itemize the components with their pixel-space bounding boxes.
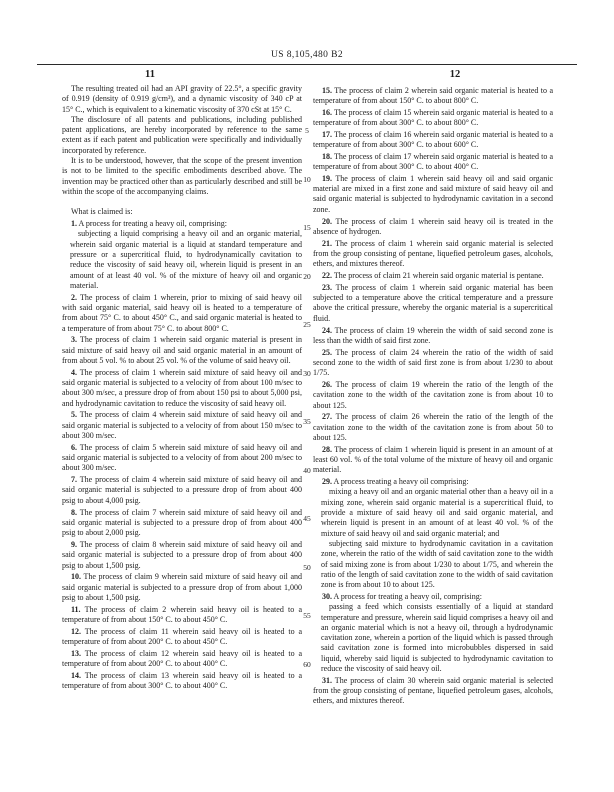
claim-number: 27. [322,412,332,422]
claim-number: 4. [71,367,77,377]
claim-text: 19. The process of claim 1 wherein said heavy oil and said organic material are mixed in a first zone and said mixture of said heavy oil and said organic material is subjected to hydrodynamic cavitation in a second zone. [313,173,553,214]
claim-text: 13. The process of claim 12 wherein said heavy oil is heated to a temperature of from about 200° C. to about 400° C. [62,648,302,669]
claim-text: 1. A process for treating a heavy oil, comprising: [71,219,227,229]
claim-number: 23. [322,282,332,292]
intro-paragraph: It is to be understood, however, that the scope of the present invention is not to be limited to the specific embodiments described above. The invention may be practiced other than as particularly described and still be within the scope of the accompanying claims. [62,156,302,196]
gutter-line-number: 40 [303,465,311,475]
claim-number: 26. [322,380,332,390]
gutter-line-number: 10 [303,174,311,184]
claim-text: 28. The process of claim 1 wherein liquid is present in an amount of at least 60 vol. % of the total volume of the mixture of heavy oil and organic material. [313,444,553,475]
claim-number: 24. [322,325,332,335]
gutter-line-number: 5 [305,126,309,135]
claim-number: 5. [71,410,77,420]
claim-text: 16. The process of claim 15 wherein said organic material is heated to a temperature of from about 300° C. to about 800° C. [313,107,553,127]
intro-paragraph: The resulting treated oil had an API gravity of 22.5°, a specific gravity of 0.919 (density of 0.919 g/cm³), and a dynamic viscosity of 340 cP at 15° C., which is equivalent to a kinematic viscosity of 370 cSt at 15° C. [62,84,302,114]
claim-text: 12. The process of claim 11 wherein said heavy oil is heated to a temperature of from about 200° C. to about 450° C. [62,626,302,647]
claim-number: 6. [71,442,77,452]
claims-heading: What is claimed is: [71,207,133,217]
claim-text: 29. A process treating a heavy oil comprising: [322,477,469,487]
claim-text: 24. The process of claim 19 wherein the width of said second zone is less than the width of said first zone. [313,325,553,345]
intro-paragraph: The disclosure of all patents and publications, including published patent applications, are hereby incorporated by reference to the same extent as if each patent and publication were specifically and individually incorporated by reference. [62,114,302,155]
claim-number: 12. [71,626,81,636]
claim-number: 1. [71,219,77,229]
patent-number: US 8,105,480 B2 [271,50,343,60]
left-column-page-number: 11 [145,69,155,80]
left-text-column [62,84,302,692]
claim-text: 21. The process of claim 1 wherein said organic material is selected from the group consisting of pentane, liquefied petroleum gases, alcohols, ethers, and mixtures thereof. [313,238,553,269]
claim-number: 9. [71,539,77,549]
gutter-line-number: 50 [303,562,311,572]
claim-text: 26. The process of claim 19 wherein the ratio of the length of the cavitation zone to the width of the cavitation zone is from about 10 to about 125. [313,380,553,410]
claim-text: 10. The process of claim 9 wherein said mixture of said heavy oil and said organic material is subjected to a pressure drop of from about 1,000 psig to about 1,500 psig. [62,572,302,602]
claim-number: 17. [322,129,332,139]
claim-subparagraph: mixing a heavy oil and an organic material other than a heavy oil in a mixing zone, wherein said organic material is a supercritical fluid, to provide a mixture of said heavy oil and said organic material, and wherein liquid is present in an amount of at least 40 vol. % of the mixture of said heavy oil and said organic material; and [321,487,553,538]
claim-number: 31. [322,675,332,685]
claim-text: 18. The process of claim 17 wherein said organic material is heated to a temperature of from about 300° C. to about 400° C. [313,151,553,172]
claim-text: 31. The process of claim 30 wherein said organic material is selected from the group consisting of pentane, liquefied petroleum gases, alcohols, ethers, and mixtures thereof. [313,675,553,706]
gutter-line-number: 35 [303,417,311,426]
claim-text: 15. The process of claim 2 wherein said organic material is heated to a temperature of from about 150° C. to about 800° C. [313,85,553,105]
claim-number: 10. [71,572,81,582]
gutter-line-number: 55 [303,611,311,620]
claim-text: 27. The process of claim 26 wherein the ratio of the length of the cavitation zone to the width of the cavitation zone is from about 50 to about 125. [313,412,553,442]
claim-number: 21. [322,238,332,248]
claim-number: 11. [71,604,81,614]
gutter-line-number: 20 [303,271,311,281]
gutter-line-number: 45 [303,514,311,523]
gutter-line-number: 25 [303,320,311,329]
claim-text: 30. A process for treating a heavy oil, comprising: [322,591,482,601]
claim-text: 8. The process of claim 7 wherein said mixture of said heavy oil and said organic material is subjected to a pressure drop of from about 400 psig to about 2,000 psig. [62,507,302,538]
claim-text: 2. The process of claim 1 wherein, prior to mixing of said heavy oil with said organic material, said heavy oil is heated to a temperature of from about 75° C. to about 450° C., and said organic material is heated to a temperature of from about 75° C. to about 800° C. [62,292,302,333]
claim-text: 4. The process of claim 1 wherein said mixture of said heavy oil and said organic material is subjected to a velocity of from about 100 m/sec to about 300 m/sec, a pressure drop of from about 150 psi to about 5,000 psi, and hydrodynamic cavitation to reduce the viscosity of said heavy oil. [62,367,302,408]
claim-subparagraph: passing a feed which consists essentially of a liquid at standard temperature and pressure, wherein said liquid comprises a heavy oil and an organic material which is not a heavy oil, through a hydrodynamic cavitation zone, wherein a portion of the liquid which is passed through said cavitation zone is formed into microbubbles dispersed in said liquid, whereby said liquid is subjected to hydrodynamic cavitation to reduce the viscosity of said heavy oil. [321,602,553,674]
claim-number: 30. [322,591,332,601]
claim-text: 22. The process of claim 21 wherein said organic material is pentane. [322,271,544,281]
claim-text: 7. The process of claim 4 wherein said mixture of said heavy oil and said organic material is subjected to a pressure drop of from about 400 psig to about 4,000 psig. [62,475,302,505]
claim-subparagraph: subjecting said mixture to hydrodynamic cavitation in a cavitation zone, wherein the ratio of the width of said cavitation zone to the width of said mixing zone is from about 1/230 to about 1/75, and wherein the ratio of the length of said cavitation zone to the width of said cavitation zone is from about 10 to about 125. [321,538,553,590]
gutter-line-number: 15 [303,223,311,232]
claim-number: 7. [71,475,77,485]
claim-text: 23. The process of claim 1 wherein said organic material has been subjected to a temperature above the critical temperature and a pressure above the critical pressure, whereby the organic material is a supercritical fluid. [313,282,553,323]
header-divider [37,64,577,65]
claim-text: 9. The process of claim 8 wherein said mixture of said heavy oil and said organic material is subjected to a pressure drop of from about 400 psig to about 1,500 psig. [62,539,302,570]
claim-text: 14. The process of claim 13 wherein said heavy oil is heated to a temperature of from about 300° C. to about 400° C. [62,671,302,691]
claim-number: 15. [322,85,332,95]
claim-text: 25. The process of claim 24 wherein the ratio of the width of said second zone to the width of said first zone is from about 1/230 to about 1/75. [313,347,553,378]
claim-number: 20. [322,216,332,226]
claim-text: 5. The process of claim 4 wherein said mixture of said heavy oil and said organic material is subjected to a velocity of from about 150 m/sec to about 300 m/sec. [62,410,302,440]
claim-number: 22. [322,271,332,281]
claim-number: 18. [322,151,332,161]
claim-number: 8. [71,507,77,517]
claim-number: 13. [71,648,81,658]
claim-number: 2. [71,292,77,302]
claim-number: 3. [71,335,77,345]
claim-number: 14. [71,671,81,681]
claim-subparagraph: subjecting a liquid comprising a heavy oil and an organic material, wherein said organic material is a liquid at standard temperature and pressure or a supercritical fluid, to hydrodynamically cavitation to reduce the viscosity of said heavy oil, wherein liquid is present in an amount of at least 40 vol. % of the mixture of heavy oil and organic material. [70,229,302,290]
claim-number: 19. [322,173,332,183]
gutter-line-number: 60 [303,659,311,669]
claim-text: 20. The process of claim 1 wherein said heavy oil is treated in the absence of hydrogen. [313,216,553,236]
claim-text: 3. The process of claim 1 wherein said organic material is present in said mixture of said heavy oil and said organic material in an amount of from about 5 vol. % to about 25 vol. % of the volume of said heavy oil. [62,335,302,365]
claim-text: 11. The process of claim 2 wherein said heavy oil is heated to a temperature of from about 150° C. to about 450° C. [62,604,302,625]
claim-number: 25. [322,347,332,357]
claim-number: 28. [322,444,332,454]
claim-number: 29. [322,477,332,487]
claim-number: 16. [322,107,332,117]
gutter-line-number: 30 [303,368,311,378]
right-column-page-number: 12 [449,69,461,80]
claim-text: 6. The process of claim 5 wherein said mixture of said heavy oil and said organic material is subjected to a velocity of from about 200 m/sec to about 300 m/sec. [62,442,302,473]
right-text-column [313,84,553,707]
claim-text: 17. The process of claim 16 wherein said organic material is heated to a temperature of from about 300° C. to about 600° C. [313,129,553,149]
